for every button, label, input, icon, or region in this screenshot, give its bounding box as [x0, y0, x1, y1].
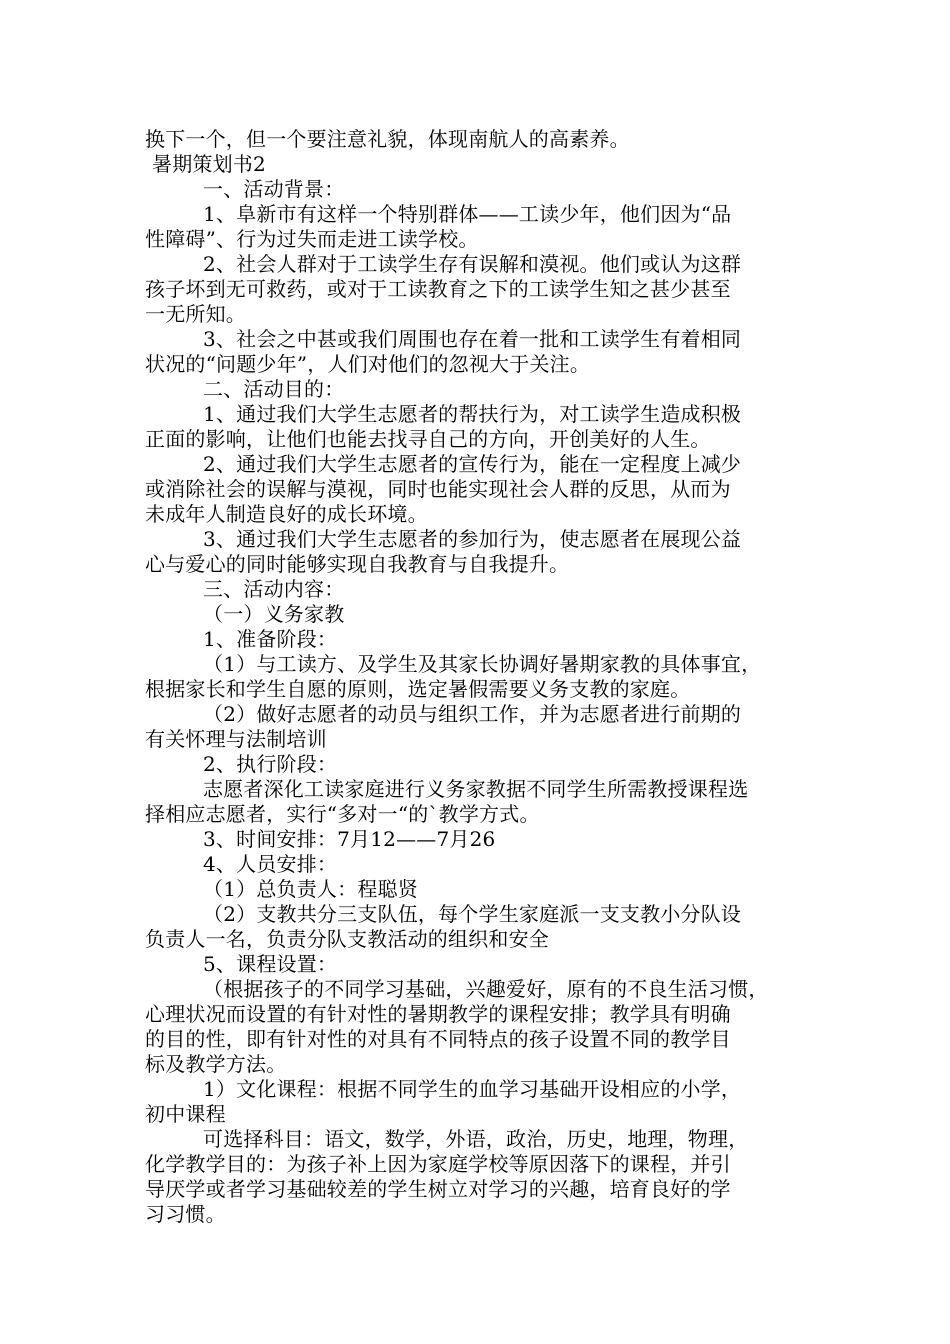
text-line: 状况的“问题少年”，人们对他们的忽视大于关注。 [145, 352, 591, 376]
text-line: 可选择科目：语文，数学，外语，政治，历史，地理，物理， [203, 1127, 749, 1151]
text-line: 正面的影响，让他们也能去找寻自己的方向，开创美好的人生。 [145, 427, 711, 451]
text-line: 1）文化课程：根据不同学生的血学习基础开设相应的小学， [203, 1077, 742, 1101]
text-line: 1、通过我们大学生志愿者的帮扶行为，对工读学生造成积极 [203, 402, 742, 426]
text-line: （1）与工读方、及学生及其家长协调好暑期家教的具体事宜， [203, 652, 762, 676]
text-line: （2）做好志愿者的动员与组织工作，并为志愿者进行前期的 [203, 702, 742, 726]
text-line: 初中课程 [145, 1102, 226, 1126]
text-line: 导厌学或者学习基础较差的学生树立对学习的兴趣，培育良好的学 [145, 1177, 731, 1201]
text-line: 心与爱心的同时能够实现自我教育与自我提升。 [145, 552, 570, 576]
text-line: 2、执行阶段： [203, 752, 338, 776]
text-line: 择相应志愿者，实行“多对一“的`教学方式。 [145, 802, 540, 826]
section-heading: 二、活动目的： [203, 377, 345, 401]
text-line: 3、通过我们大学生志愿者的参加行为，使志愿者在展现公益 [203, 527, 742, 551]
text-line: 一无所知。 [145, 302, 246, 326]
text-line: 5、课程设置： [203, 952, 338, 976]
text-line: 2、通过我们大学生志愿者的宣传行为，能在一定程度上减少 [203, 452, 742, 476]
text-line: 未成年人制造良好的成长环境。 [145, 502, 428, 526]
text-line: 2、社会人群对于工读学生存有误解和漠视。他们或认为这群 [203, 252, 742, 276]
text-line: 标及教学方法。 [145, 1052, 287, 1076]
text-line: 化学教学目的：为孩子补上因为家庭学校等原因落下的课程，并引 [145, 1152, 731, 1176]
text-line: 根据家长和学生自愿的原则，选定暑假需要义务支教的家庭。 [145, 677, 691, 701]
text-line: 1、阜新市有这样一个特别群体——工读少年，他们因为“品 [203, 202, 732, 226]
text-line: 心理状况而设置的有针对性的暑期教学的课程安排；教学具有明确 [145, 1002, 731, 1026]
text-line: 3、社会之中甚或我们周围也存在着一批和工读学生有着相同 [203, 327, 742, 351]
text-line: 4、人员安排： [203, 852, 338, 876]
text-line: （2）支教共分三支队伍，每个学生家庭派一支支教小分队设 [203, 902, 742, 926]
text-line: 或消除社会的误解与漠视，同时也能实现社会人群的反思，从而为 [145, 477, 731, 501]
section-title: 暑期策划书2 [152, 152, 266, 176]
text-line: 3、时间安排：7月12——7月26 [203, 827, 496, 851]
text-line: 志愿者深化工读家庭进行义务家教据不同学生所需教授课程选 [203, 777, 749, 801]
section-heading: 一、活动背景： [203, 177, 345, 201]
text-line: 有关怀理与法制培训 [145, 727, 327, 751]
text-line: 的目的性，即有针对性的对具有不同特点的孩子设置不同的教学目 [145, 1027, 731, 1051]
text-line: （1）总负责人：程聪贤 [203, 877, 418, 901]
text-line: 性障碍”、行为过失而走进工读学校。 [145, 227, 479, 251]
text-line: 换下一个，但一个要注意礼貌，体现南航人的高素养。 [145, 127, 630, 151]
text-line: 孩子坏到无可救药，或对于工读教育之下的工读学生知之甚少甚至 [145, 277, 731, 301]
subsection-heading: （一）义务家教 [203, 602, 345, 626]
text-line: 习习惯。 [145, 1202, 226, 1226]
text-line: 1、准备阶段： [203, 627, 338, 651]
text-line: 负责人一名，负责分队支教活动的组织和安全 [145, 927, 549, 951]
text-line: （根据孩子的不同学习基础，兴趣爱好，原有的不良生活习惯， [203, 977, 769, 1001]
section-heading: 三、活动内容： [203, 577, 345, 601]
